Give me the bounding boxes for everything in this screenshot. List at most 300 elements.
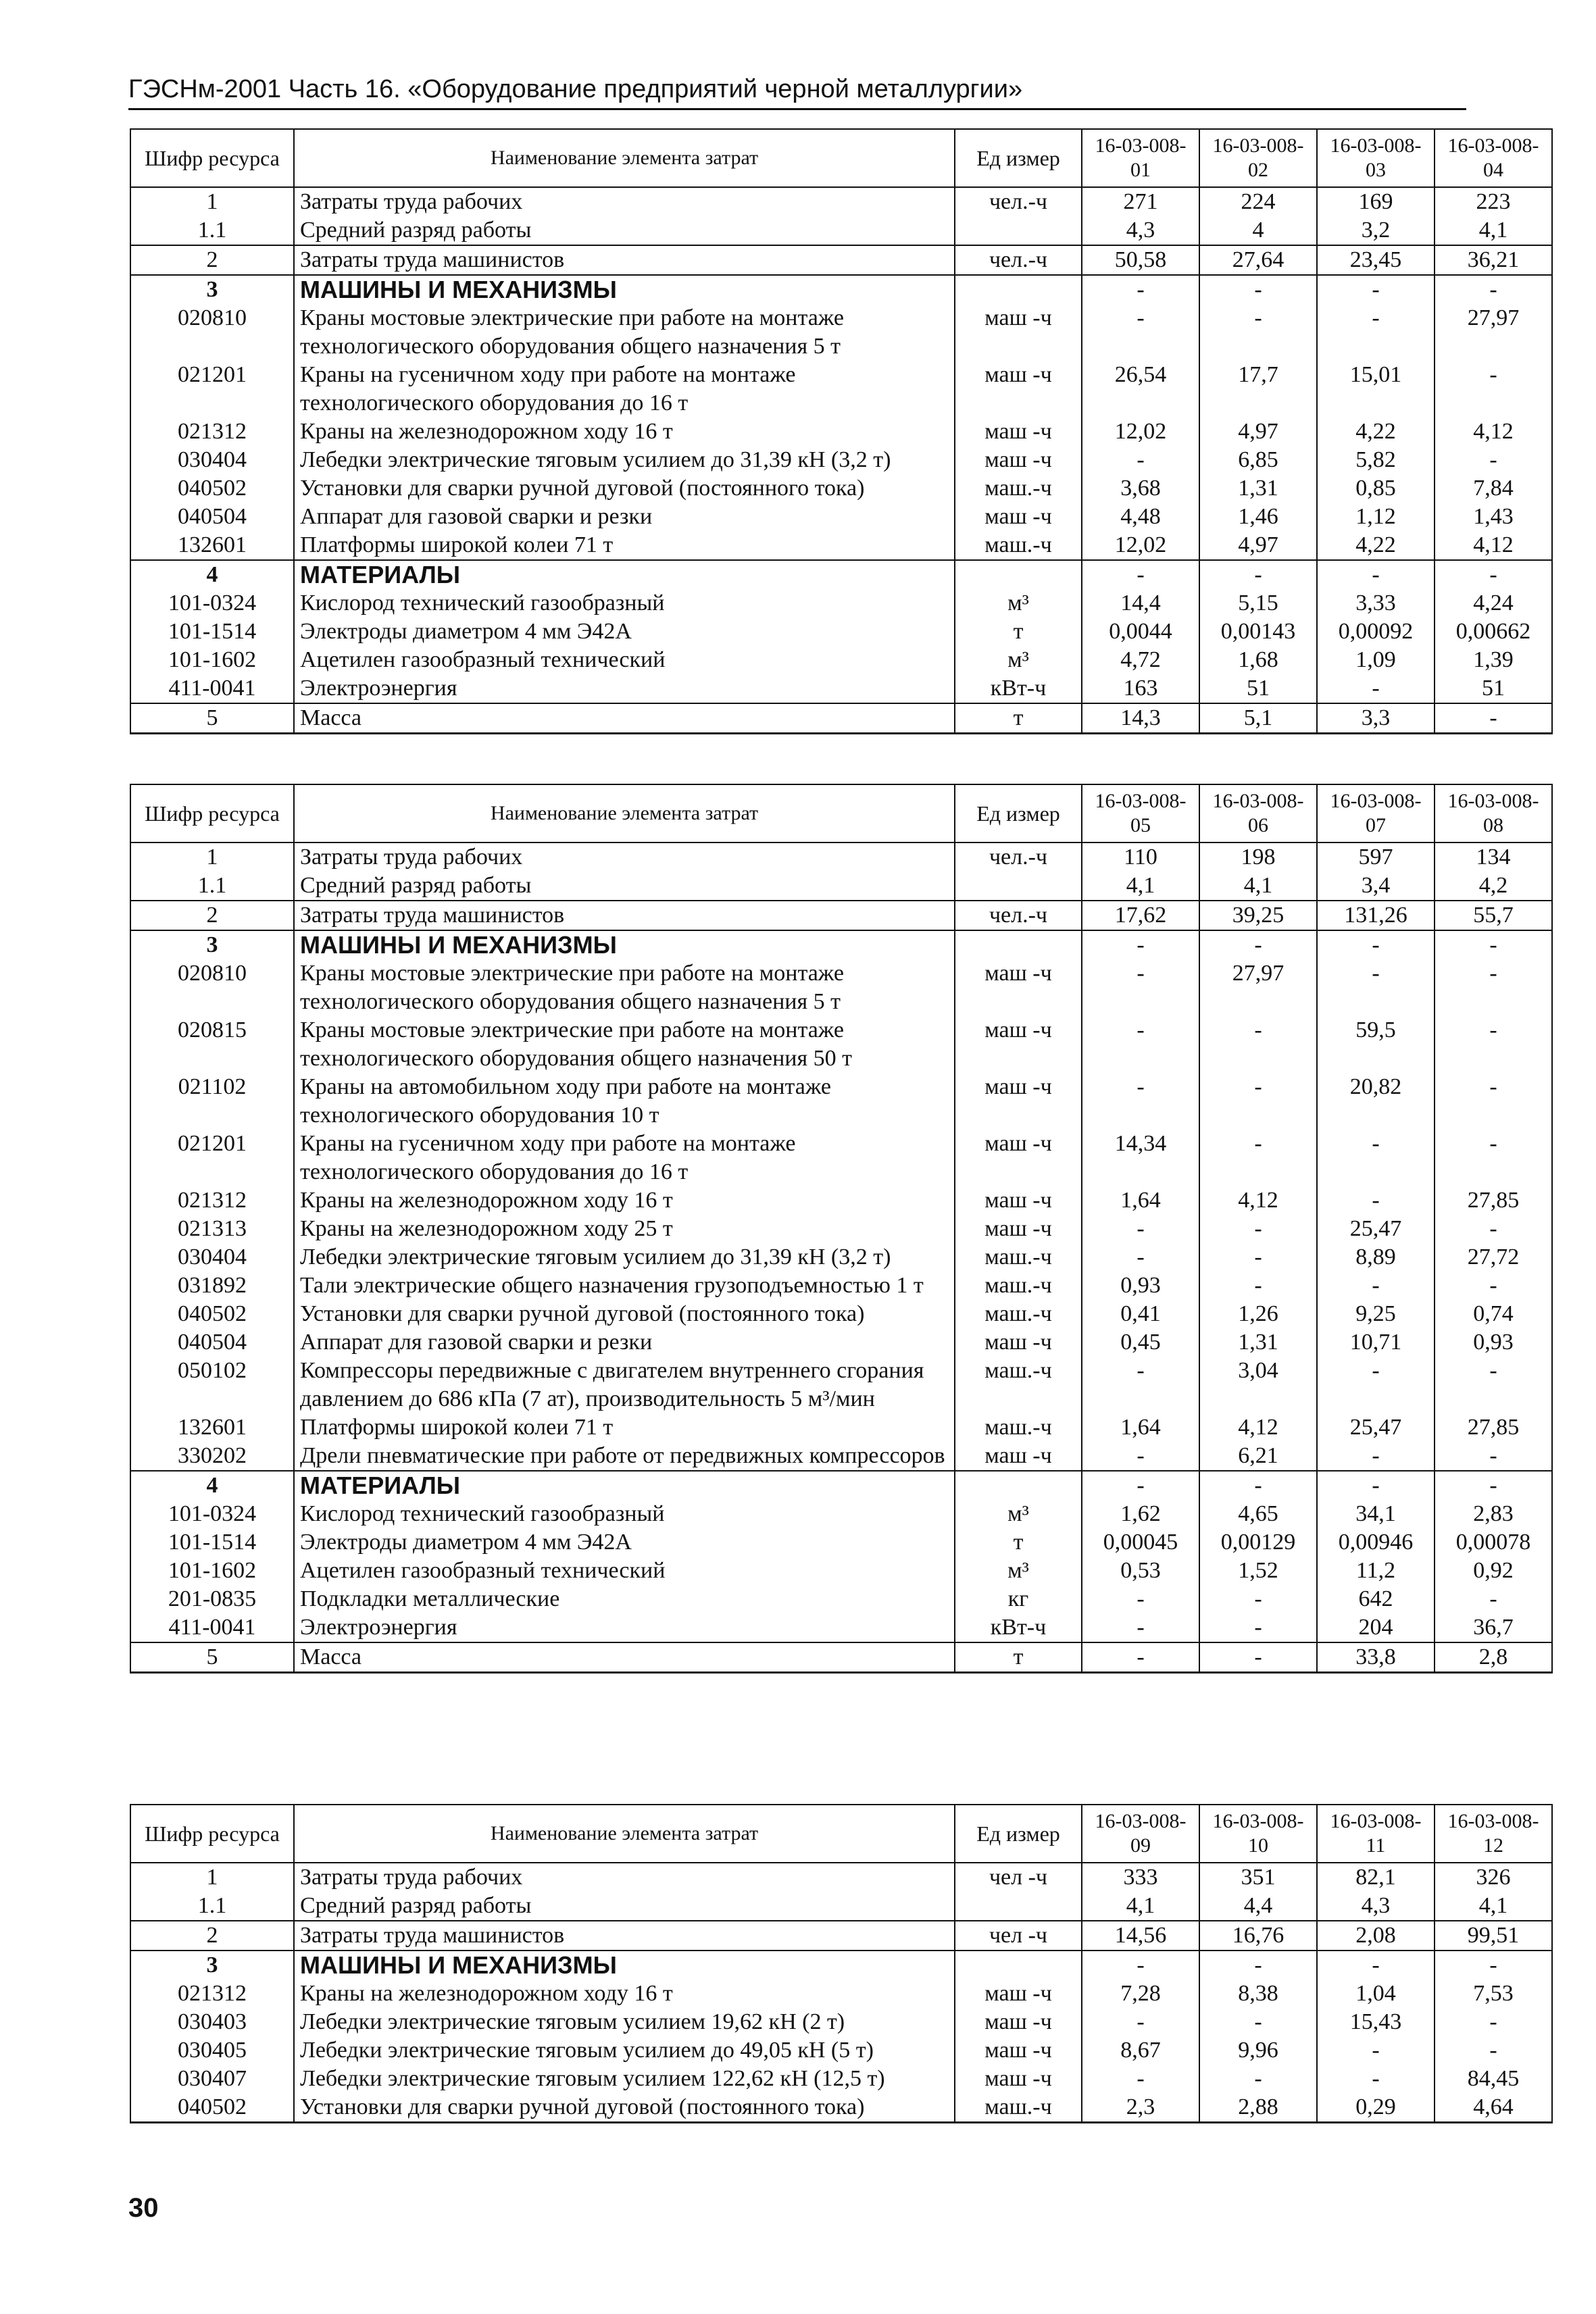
cost-element-name: Затраты труда рабочих (294, 187, 955, 216)
norm-value: - (1435, 2008, 1552, 2036)
norm-value: 7,53 (1435, 1980, 1552, 2008)
cost-element-name: Затраты труда рабочих (294, 1863, 955, 1892)
unit-of-measure: маш -ч (955, 361, 1082, 418)
norm-value: 6,21 (1199, 1442, 1317, 1471)
norm-value: 50,58 (1082, 245, 1199, 275)
norm-value: 3,4 (1317, 872, 1435, 901)
table-row (130, 1073, 1552, 1130)
unit-of-measure: маш -ч (955, 1130, 1082, 1186)
norm-value: - (1082, 2008, 1199, 2036)
norm-value: 0,74 (1435, 1300, 1552, 1328)
header-name: Наименование элемента затрат (294, 129, 955, 187)
norm-value: 351 (1199, 1863, 1317, 1892)
resource-code: 1 (130, 842, 294, 872)
unit-of-measure: маш -ч (955, 1980, 1082, 2008)
unit-of-measure (955, 1892, 1082, 1921)
cost-element-name: Ацетилен газообразный технический (294, 1557, 955, 1585)
cost-element-name: Краны мостовые электрические при работе на монтаже технологического оборудования общего назначения 50 т (294, 1016, 955, 1073)
table-row (130, 1215, 1552, 1243)
table-header-row (130, 784, 1552, 842)
header-norm-code: 16-03-008-11 (1317, 1805, 1435, 1863)
norm-value: - (1435, 275, 1552, 304)
resource-code: 040504 (130, 1328, 294, 1357)
page-number: 30 (128, 2193, 159, 2223)
cost-element-name: Затраты труда рабочих (294, 842, 955, 872)
table-row (130, 1557, 1552, 1585)
norm-value: 16,76 (1199, 1921, 1317, 1951)
cost-element-name: Затраты труда машинистов (294, 1921, 955, 1951)
norm-value: 169 (1317, 187, 1435, 216)
header-norm-code: 16-03-008-08 (1435, 784, 1552, 842)
norm-value: 0,00662 (1435, 618, 1552, 646)
unit-of-measure: маш -ч (955, 418, 1082, 446)
resource-code: 030405 (130, 2036, 294, 2065)
norm-value: 4,4 (1199, 1892, 1317, 1921)
norm-value: 4,1 (1199, 872, 1317, 901)
cost-element-name: Краны на гусеничном ходу при работе на монтаже технологического оборудования до 16 т (294, 1130, 955, 1186)
norm-value: 134 (1435, 842, 1552, 872)
norm-value: - (1435, 703, 1552, 734)
unit-of-measure: маш -ч (955, 304, 1082, 361)
cost-element-name: Краны на железнодорожном ходу 16 т (294, 1186, 955, 1215)
resource-code: 020815 (130, 1016, 294, 1073)
unit-of-measure: кг (955, 1585, 1082, 1613)
norm-value: 27,85 (1435, 1186, 1552, 1215)
norm-value: - (1199, 1951, 1317, 1980)
resource-code: 040502 (130, 1300, 294, 1328)
cost-element-name: Лебедки электрические тяговым усилием до 49,05 кН (5 т) (294, 2036, 955, 2065)
norm-value: 27,97 (1199, 959, 1317, 1016)
norm-value: - (1199, 1243, 1317, 1272)
norm-value: 9,25 (1317, 1300, 1435, 1328)
norm-value: 1,31 (1199, 474, 1317, 503)
norm-value: 131,26 (1317, 901, 1435, 930)
header-name: Наименование элемента затрат (294, 784, 955, 842)
table-row (130, 474, 1552, 503)
table-row (130, 187, 1552, 216)
header-norm-code: 16-03-008-02 (1199, 129, 1317, 187)
unit-of-measure: чел.-ч (955, 842, 1082, 872)
table-row (130, 1413, 1552, 1442)
norm-value: 9,96 (1199, 2036, 1317, 2065)
norm-value: 55,7 (1435, 901, 1552, 930)
norm-value: 25,47 (1317, 1413, 1435, 1442)
norm-value: - (1317, 1442, 1435, 1471)
norm-value: 3,68 (1082, 474, 1199, 503)
norm-value: 4,1 (1435, 1892, 1552, 1921)
norm-value: 6,85 (1199, 446, 1317, 474)
norm-value: 10,71 (1317, 1328, 1435, 1357)
resource-code: 101-1514 (130, 1528, 294, 1557)
norm-value: 4,22 (1317, 531, 1435, 560)
norm-value: 4,12 (1435, 531, 1552, 560)
table-row (130, 901, 1552, 930)
unit-of-measure: чел -ч (955, 1863, 1082, 1892)
header-norm-code: 16-03-008-12 (1435, 1805, 1552, 1863)
norm-value: 204 (1317, 1613, 1435, 1642)
norm-value: 34,1 (1317, 1500, 1435, 1528)
norm-value: - (1317, 1951, 1435, 1980)
norm-value: 4,2 (1435, 872, 1552, 901)
unit-of-measure: маш.-ч (955, 1272, 1082, 1300)
norm-value: - (1199, 1272, 1317, 1300)
norm-value: 8,38 (1199, 1980, 1317, 2008)
resource-code: 411-0041 (130, 1613, 294, 1642)
unit-of-measure: маш -ч (955, 1215, 1082, 1243)
cost-element-name: МАШИНЫ И МЕХАНИЗМЫ (294, 930, 955, 959)
norm-value: - (1199, 1471, 1317, 1500)
table-row (130, 1921, 1552, 1951)
norm-value: 4,12 (1199, 1413, 1317, 1442)
norm-value: - (1435, 1272, 1552, 1300)
unit-of-measure: маш -ч (955, 2036, 1082, 2065)
resource-code: 201-0835 (130, 1585, 294, 1613)
resource-code: 1.1 (130, 1892, 294, 1921)
norm-value: 4,97 (1199, 418, 1317, 446)
resource-code: 2 (130, 901, 294, 930)
cost-element-name: Платформы широкой колеи 71 т (294, 531, 955, 560)
norm-value: 224 (1199, 187, 1317, 216)
table-row (130, 842, 1552, 872)
unit-of-measure: маш -ч (955, 1016, 1082, 1073)
norm-value: 27,72 (1435, 1243, 1552, 1272)
cost-element-name: Средний разряд работы (294, 872, 955, 901)
norm-value: 0,41 (1082, 1300, 1199, 1328)
table-row (130, 674, 1552, 703)
norm-value: - (1435, 1130, 1552, 1186)
cost-element-name: Электроэнергия (294, 674, 955, 703)
cost-element-name: Аппарат для газовой сварки и резки (294, 1328, 955, 1357)
norm-value: - (1435, 959, 1552, 1016)
norm-value: - (1082, 2065, 1199, 2093)
cost-element-name: МАШИНЫ И МЕХАНИЗМЫ (294, 275, 955, 304)
norm-value: 4,72 (1082, 646, 1199, 674)
table-row (130, 1892, 1552, 1921)
norm-value: 59,5 (1317, 1016, 1435, 1073)
resource-code: 021102 (130, 1073, 294, 1130)
cost-element-name: Краны на железнодорожном ходу 25 т (294, 1215, 955, 1243)
cost-element-name: Краны мостовые электрические при работе на монтаже технологического оборудования общего назначения 5 т (294, 304, 955, 361)
unit-of-measure: м³ (955, 1557, 1082, 1585)
norm-value: 4,64 (1435, 2093, 1552, 2123)
norm-value: - (1435, 1215, 1552, 1243)
norm-value: 0,00092 (1317, 618, 1435, 646)
norm-value: - (1082, 930, 1199, 959)
cost-element-name: Кислород технический газообразный (294, 1500, 955, 1528)
resource-code: 5 (130, 1642, 294, 1673)
section-row (130, 930, 1552, 959)
table-row (130, 531, 1552, 560)
norm-value: 1,12 (1317, 503, 1435, 531)
table-row (130, 872, 1552, 901)
header-norm-code: 16-03-008-09 (1082, 1805, 1199, 1863)
resource-code: 101-0324 (130, 1500, 294, 1528)
section-row (130, 560, 1552, 589)
norm-value: - (1317, 275, 1435, 304)
resource-code: 040502 (130, 2093, 294, 2123)
table-row (130, 1186, 1552, 1215)
table-row (130, 1357, 1552, 1413)
table-row (130, 703, 1552, 734)
norm-value: - (1435, 1471, 1552, 1500)
norm-value: 0,00143 (1199, 618, 1317, 646)
norm-value: 223 (1435, 187, 1552, 216)
norm-value: 12,02 (1082, 531, 1199, 560)
norm-value: 2,88 (1199, 2093, 1317, 2123)
cost-element-name: Подкладки металлические (294, 1585, 955, 1613)
norm-value: 99,51 (1435, 1921, 1552, 1951)
header-norm-code: 16-03-008-01 (1082, 129, 1199, 187)
table-header-row (130, 1805, 1552, 1863)
norm-value: - (1199, 1585, 1317, 1613)
norm-value: - (1082, 1215, 1199, 1243)
unit-of-measure: маш -ч (955, 2065, 1082, 2093)
norm-value: 27,97 (1435, 304, 1552, 361)
norm-value: 3,04 (1199, 1357, 1317, 1413)
cost-element-name: Электроды диаметром 4 мм Э42А (294, 618, 955, 646)
resource-code: 030404 (130, 1243, 294, 1272)
norm-value: - (1082, 275, 1199, 304)
norm-value: - (1435, 1951, 1552, 1980)
norm-value: 4,12 (1435, 418, 1552, 446)
norm-value: 0,45 (1082, 1328, 1199, 1357)
norm-value: - (1082, 1016, 1199, 1073)
norm-value: - (1082, 1951, 1199, 1980)
norm-value: - (1199, 1016, 1317, 1073)
unit-of-measure: м³ (955, 589, 1082, 618)
norm-value: - (1317, 1357, 1435, 1413)
norm-value: 4,22 (1317, 418, 1435, 446)
norm-value: 17,62 (1082, 901, 1199, 930)
norm-value: - (1199, 2008, 1317, 2036)
norm-value: 110 (1082, 842, 1199, 872)
norm-value: 11,2 (1317, 1557, 1435, 1585)
resource-code: 1 (130, 187, 294, 216)
cost-element-name: Электроды диаметром 4 мм Э42А (294, 1528, 955, 1557)
norm-value: - (1082, 959, 1199, 1016)
unit-of-measure (955, 930, 1082, 959)
norm-value: 0,92 (1435, 1557, 1552, 1585)
cost-element-name: Средний разряд работы (294, 1892, 955, 1921)
unit-of-measure (955, 1951, 1082, 1980)
table-row (130, 1300, 1552, 1328)
norm-value: - (1317, 560, 1435, 589)
header-unit: Ед измер (955, 1805, 1082, 1863)
norm-value: - (1317, 1272, 1435, 1300)
norm-value: 642 (1317, 1585, 1435, 1613)
resource-code: 040502 (130, 474, 294, 503)
norm-value: - (1435, 930, 1552, 959)
norm-value: - (1082, 1442, 1199, 1471)
norm-value: 26,54 (1082, 361, 1199, 418)
resource-code: 101-1602 (130, 646, 294, 674)
norm-value: 25,47 (1317, 1215, 1435, 1243)
unit-of-measure: чел.-ч (955, 187, 1082, 216)
norm-value: - (1199, 1642, 1317, 1673)
norm-value: 0,00129 (1199, 1528, 1317, 1557)
table-row (130, 1613, 1552, 1642)
norm-value: 326 (1435, 1863, 1552, 1892)
resource-code: 3 (130, 1951, 294, 1980)
table-row (130, 245, 1552, 275)
unit-of-measure: маш -ч (955, 2008, 1082, 2036)
norm-value: 4,97 (1199, 531, 1317, 560)
resource-code: 021312 (130, 418, 294, 446)
norm-value: 3,3 (1317, 703, 1435, 734)
table-row (130, 1980, 1552, 2008)
header-norm-code: 16-03-008-04 (1435, 129, 1552, 187)
norm-value: 0,00078 (1435, 1528, 1552, 1557)
header-unit: Ед измер (955, 129, 1082, 187)
norm-value: 36,21 (1435, 245, 1552, 275)
norm-value: 12,02 (1082, 418, 1199, 446)
cost-element-name: Затраты труда машинистов (294, 245, 955, 275)
table-row (130, 418, 1552, 446)
table-row (130, 1500, 1552, 1528)
unit-of-measure: маш.-ч (955, 1357, 1082, 1413)
table-row (130, 2065, 1552, 2093)
unit-of-measure: маш.-ч (955, 531, 1082, 560)
norms-table-2 (130, 784, 1553, 1674)
norm-value: 3,2 (1317, 216, 1435, 245)
table-row (130, 589, 1552, 618)
resource-code: 050102 (130, 1357, 294, 1413)
norm-value: - (1435, 446, 1552, 474)
norm-value: 4,48 (1082, 503, 1199, 531)
header-code: Шифр ресурса (130, 784, 294, 842)
norm-value: 82,1 (1317, 1863, 1435, 1892)
norm-value: 2,3 (1082, 2093, 1199, 2123)
norm-value: 1,09 (1317, 646, 1435, 674)
resource-code: 1 (130, 1863, 294, 1892)
cost-element-name: Электроэнергия (294, 1613, 955, 1642)
section-row (130, 1951, 1552, 1980)
resource-code: 030407 (130, 2065, 294, 2093)
table-header-row (130, 129, 1552, 187)
unit-of-measure: м³ (955, 1500, 1082, 1528)
norm-value: - (1082, 1357, 1199, 1413)
norm-value: 15,43 (1317, 2008, 1435, 2036)
unit-of-measure: чел.-ч (955, 901, 1082, 930)
norm-value: 4,12 (1199, 1186, 1317, 1215)
table-row (130, 2036, 1552, 2065)
norm-value: - (1199, 1215, 1317, 1243)
resource-code: 021201 (130, 361, 294, 418)
table-row (130, 1243, 1552, 1272)
table-row (130, 1130, 1552, 1186)
resource-code: 5 (130, 703, 294, 734)
resource-code: 021312 (130, 1980, 294, 2008)
norm-value: - (1082, 1613, 1199, 1642)
cost-element-name: Затраты труда машинистов (294, 901, 955, 930)
norm-value: 4,1 (1435, 216, 1552, 245)
unit-of-measure: кВт-ч (955, 1613, 1082, 1642)
norm-value: 20,82 (1317, 1073, 1435, 1130)
norm-value: - (1082, 1073, 1199, 1130)
unit-of-measure: м³ (955, 646, 1082, 674)
table-row (130, 1016, 1552, 1073)
table-row (130, 1585, 1552, 1613)
norm-value: 4,1 (1082, 1892, 1199, 1921)
unit-of-measure: т (955, 1642, 1082, 1673)
norm-value: 5,82 (1317, 446, 1435, 474)
norm-value: 8,67 (1082, 2036, 1199, 2065)
cost-element-name: Тали электрические общего назначения грузоподъемностью 1 т (294, 1272, 955, 1300)
norm-value: 7,28 (1082, 1980, 1199, 2008)
cost-element-name: Масса (294, 703, 955, 734)
norm-value: 5,1 (1199, 703, 1317, 734)
unit-of-measure: маш -ч (955, 503, 1082, 531)
resource-code: 020810 (130, 304, 294, 361)
cost-element-name: Средний разряд работы (294, 216, 955, 245)
unit-of-measure: чел -ч (955, 1921, 1082, 1951)
norm-value: - (1199, 930, 1317, 959)
norm-value: - (1199, 304, 1317, 361)
table-row (130, 503, 1552, 531)
norm-value: - (1317, 674, 1435, 703)
norm-value: - (1435, 1016, 1552, 1073)
norm-value: 0,93 (1435, 1328, 1552, 1357)
header-norm-code: 16-03-008-10 (1199, 1805, 1317, 1863)
resource-code: 411-0041 (130, 674, 294, 703)
resource-code: 1.1 (130, 872, 294, 901)
header-code: Шифр ресурса (130, 129, 294, 187)
cost-element-name: МАТЕРИАЛЫ (294, 1471, 955, 1500)
norm-value: - (1435, 560, 1552, 589)
norms-table-3 (130, 1804, 1553, 2123)
header-norm-code: 16-03-008-07 (1317, 784, 1435, 842)
norm-value: - (1317, 2065, 1435, 2093)
cost-element-name: Краны на железнодорожном ходу 16 т (294, 418, 955, 446)
unit-of-measure (955, 216, 1082, 245)
norm-value: 14,56 (1082, 1921, 1199, 1951)
table-row (130, 1442, 1552, 1471)
table-row (130, 959, 1552, 1016)
header-norm-code: 16-03-008-05 (1082, 784, 1199, 842)
norm-value: - (1082, 446, 1199, 474)
norm-value: 14,34 (1082, 1130, 1199, 1186)
resource-code: 040504 (130, 503, 294, 531)
norm-value: 1,46 (1199, 503, 1317, 531)
norm-value: 1,39 (1435, 646, 1552, 674)
resource-code: 132601 (130, 531, 294, 560)
norm-value: - (1317, 1130, 1435, 1186)
norm-value: 33,8 (1317, 1642, 1435, 1673)
resource-code: 021201 (130, 1130, 294, 1186)
norm-value: 27,85 (1435, 1413, 1552, 1442)
header-code: Шифр ресурса (130, 1805, 294, 1863)
norm-value: 1,62 (1082, 1500, 1199, 1528)
cost-element-name: Дрели пневматические при работе от передвижных компрессоров (294, 1442, 955, 1471)
norm-value: 51 (1199, 674, 1317, 703)
cost-element-name: Аппарат для газовой сварки и резки (294, 503, 955, 531)
table-row (130, 446, 1552, 474)
norm-value: - (1082, 1471, 1199, 1500)
norm-value: 0,00946 (1317, 1528, 1435, 1557)
header-norm-code: 16-03-008-03 (1317, 129, 1435, 187)
header-norm-code: 16-03-008-06 (1199, 784, 1317, 842)
unit-of-measure: маш.-ч (955, 1243, 1082, 1272)
unit-of-measure: маш -ч (955, 1442, 1082, 1471)
norm-value: - (1435, 361, 1552, 418)
cost-element-name: Лебедки электрические тяговым усилием до 31,39 кН (3,2 т) (294, 446, 955, 474)
norm-value: 0,00045 (1082, 1528, 1199, 1557)
cost-element-name: МАШИНЫ И МЕХАНИЗМЫ (294, 1951, 955, 1980)
norm-value: 4,1 (1082, 872, 1199, 901)
cost-element-name: Краны на гусеничном ходу при работе на монтаже технологического оборудования до 16 т (294, 361, 955, 418)
unit-of-measure: т (955, 1528, 1082, 1557)
norm-value: 271 (1082, 187, 1199, 216)
